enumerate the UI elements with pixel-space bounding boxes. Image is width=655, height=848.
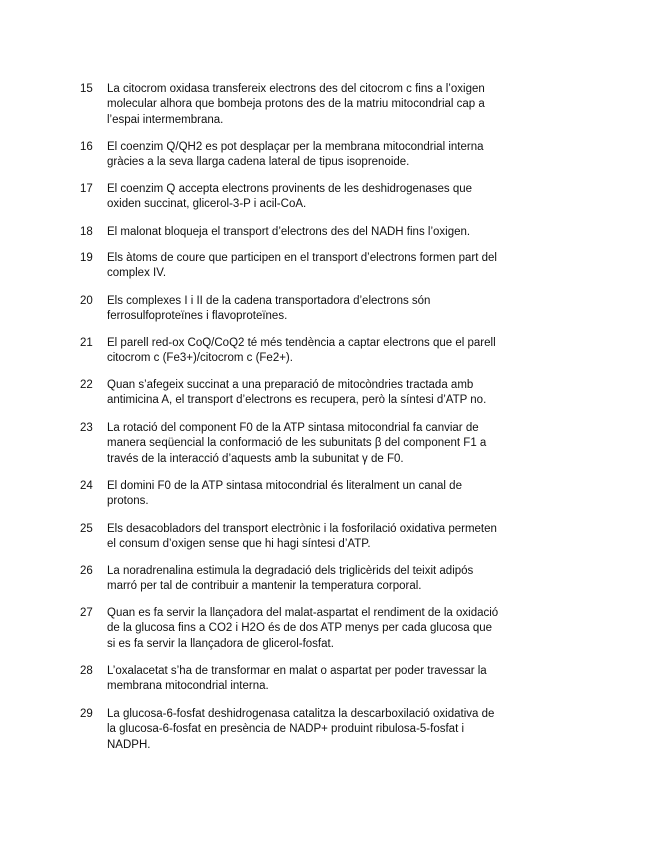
text-line: el consum d’oxigen sense que hi hagi síntesi d’ATP. xyxy=(107,538,371,551)
question-text xyxy=(107,82,520,128)
question-16 xyxy=(80,140,520,171)
question-21 xyxy=(80,336,520,367)
question-text xyxy=(107,479,520,510)
text-line: La noradrenalina estimula la degradació dels triglicèrids del teixit adipós xyxy=(107,565,474,577)
question-number: 22 xyxy=(80,379,93,391)
text-line: L’oxalacetat s’ha de transformar en malat o aspartat per poder travessar la xyxy=(107,665,487,677)
text-line: La glucosa-6-fosfat deshidrogenasa catalitza la descarboxilació oxidativa de xyxy=(107,708,495,720)
question-18 xyxy=(80,225,520,240)
question-number: 19 xyxy=(80,252,93,264)
text-line: El parell red-ox CoQ/CoQ2 té més tendència a captar electrons que el parell xyxy=(107,337,496,349)
text-line: marró per tal de contribuir a mantenir la temperatura corporal. xyxy=(107,580,422,593)
text-line: gràcies a la seva llarga cadena lateral de tipus isoprenoide. xyxy=(107,156,410,169)
question-text xyxy=(107,294,520,325)
question-number: 23 xyxy=(80,422,93,434)
text-line: El coenzim Q accepta electrons provinents de les deshidrogenases que xyxy=(107,183,473,195)
question-number: 17 xyxy=(80,183,93,195)
text-line: oxiden succinat, glicerol-3-P i acil-CoA. xyxy=(107,198,307,211)
question-15 xyxy=(80,82,520,128)
text-line: La citocrom oxidasa transfereix electrons des del citocrom c fins a l’oxigen xyxy=(107,83,485,95)
question-20 xyxy=(80,294,520,325)
question-number: 20 xyxy=(80,295,93,307)
text-line: NADPH. xyxy=(107,738,151,751)
text-line: de la glucosa fins a CO2 i H2O és de dos ATP menys per cada glucosa que xyxy=(107,622,493,635)
text-line: l’espai intermembrana. xyxy=(107,113,224,126)
text-line: membrana mitocondrial interna. xyxy=(107,680,269,693)
text-line: antimicina A, el transport d’electrons es recupera, però la síntesi d’ATP no. xyxy=(107,394,487,407)
text-line: La rotació del component F0 de la ATP sintasa mitocondrial fa canviar de xyxy=(107,422,479,434)
question-number: 16 xyxy=(80,141,93,153)
question-text xyxy=(107,378,520,409)
question-25 xyxy=(80,522,520,553)
question-text xyxy=(107,336,520,367)
question-number: 18 xyxy=(80,226,93,238)
question-text xyxy=(107,522,520,553)
question-text xyxy=(107,421,520,467)
question-number: 29 xyxy=(80,708,93,720)
text-line: protons. xyxy=(107,495,149,508)
text-line: si es fa servir la llançadora de glicerol-fosfat. xyxy=(107,637,334,650)
question-number: 24 xyxy=(80,480,93,492)
text-line: El coenzim Q/QH2 es pot desplaçar per la membrana mitocondrial interna xyxy=(107,141,484,153)
question-text xyxy=(107,140,520,171)
text-line: Els complexes I i II de la cadena transportadora d’electrons són xyxy=(107,295,431,307)
question-number: 21 xyxy=(80,337,93,349)
question-text xyxy=(107,606,520,652)
question-text xyxy=(107,182,520,213)
question-text xyxy=(107,564,520,595)
question-29 xyxy=(80,707,520,753)
question-19 xyxy=(80,251,520,282)
question-28 xyxy=(80,664,520,695)
question-number: 26 xyxy=(80,565,93,577)
question-number: 25 xyxy=(80,523,93,535)
text-line: Quan s’afegeix succinat a una preparació de mitocòndries tractada amb xyxy=(107,379,474,391)
question-text xyxy=(107,225,520,240)
question-text xyxy=(107,707,520,753)
question-26 xyxy=(80,564,520,595)
question-number: 28 xyxy=(80,665,93,677)
question-24 xyxy=(80,479,520,510)
question-22 xyxy=(80,378,520,409)
text-line: citocrom c (Fe3+)/citocrom c (Fe2+). xyxy=(107,352,293,365)
question-text xyxy=(107,251,520,282)
question-27 xyxy=(80,606,520,652)
text-line: Els desacobladors del transport electrònic i la fosforilació oxidativa permeten xyxy=(107,523,497,535)
question-17 xyxy=(80,182,520,213)
text-line: El malonat bloqueja el transport d’electrons des del NADH fins l’oxigen. xyxy=(107,226,471,238)
question-number: 15 xyxy=(80,83,93,95)
text-line: molecular alhora que bombeja protons des de la matriu mitocondrial cap a xyxy=(107,98,485,111)
text-line: la glucosa-6-fosfat en presència de NADP+ produint ribulosa-5-fosfat i xyxy=(107,723,465,736)
text-line: Els àtoms de coure que participen en el transport d’electrons formen part del xyxy=(107,252,497,264)
text-line: manera seqüencial la conformació de les subunitats β del component F1 a xyxy=(107,437,487,450)
question-23 xyxy=(80,421,520,467)
text-line: Quan es fa servir la llançadora del malat-aspartat el rendiment de la oxidació xyxy=(107,607,499,619)
text-line: ferrosulfoproteïnes i flavoproteïnes. xyxy=(107,310,288,323)
text-line: través de la interacció d’aquests amb la subunitat γ de F0. xyxy=(107,452,404,465)
text-line: complex IV. xyxy=(107,267,167,280)
question-number: 27 xyxy=(80,607,93,619)
question-text xyxy=(107,664,520,695)
text-line: El domini F0 de la ATP sintasa mitocondrial és literalment un canal de xyxy=(107,480,462,492)
